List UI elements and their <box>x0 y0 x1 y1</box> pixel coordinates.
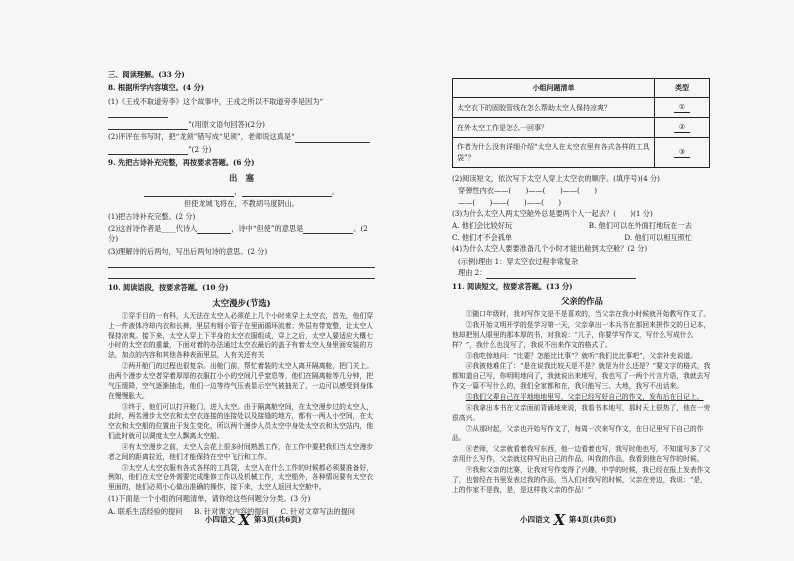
table-cell: 作者为什么没有详细介绍“太空人在太空衣里有各式各样的工具袋”？ <box>453 138 655 167</box>
q10-sub-3: (3)为什么太空人两太空舱外总是要两个人一起去？( )(1 分) <box>452 209 653 219</box>
answer-blank[interactable] <box>108 109 168 118</box>
passage-paragraph: ⑦从那时起，父亲也开始写作文了，每周一次来写作文，在日记里写下自己的作品。 <box>452 424 704 443</box>
poem-title: 出 塞 <box>228 172 255 183</box>
q8-line-2: (2)评评在书写时，把“龙须”错写成“见须”，老师说这真是“ <box>108 132 375 142</box>
table-cell: 在外太空工作是怎么一回事？ <box>453 118 655 138</box>
table-header: 类型 <box>655 79 710 98</box>
table-row <box>453 118 710 138</box>
option-c[interactable]: C. 针对文章写法的提问 <box>280 506 355 516</box>
question-11-head: 11. 阅读短文，按要求答题。(13 分) <box>452 281 573 291</box>
passage-paragraph: ②我开始文明开学的是学习第一天，父亲拿出一本兵书在那回来拼作文的日记本，他却把别人眼里的那本厚的书，对我说：“儿子，你要学写作文，写什么写成什么样？”，我什么也没写了，我说不出来作文的格式了。 <box>452 321 711 349</box>
passage-paragraph: ⑨我和父亲的比赛，让我对写作变得了兴趣，中学的时候，我已经在报上发表作文了，也曾经在书里发表过我的作品，当人们对我写的时候，父亲在旁边，我说：“是，上的作家不是我，是，是这样我父亲的作品！” <box>452 465 711 494</box>
table-cell-type[interactable]: ③ <box>655 138 710 167</box>
page-4-footer: 小四语文 X 第4页(共6页) <box>520 511 617 529</box>
answer-blank[interactable] <box>108 121 188 130</box>
section-title: 三、阅读理解。(33 分) <box>108 70 185 79</box>
option-b[interactable]: B. 他们可以在外面打地玩在一去 <box>588 221 692 231</box>
brand-mark-icon: X <box>553 511 566 529</box>
table-header-row <box>453 79 710 98</box>
answer-blank[interactable] <box>295 134 370 143</box>
q8-line-1b: ”(用原文语句回答)(2分) <box>108 120 375 130</box>
brand-mark-icon: X <box>238 511 251 529</box>
q10-sub-1: (1)下面是一个小组的问题清单，请你给这些问题分分类。(3 分) <box>108 494 311 504</box>
passage-title: 父亲的作品 <box>561 296 603 307</box>
order-line-1[interactable]: 穿弹性内衣——( )——( )——( ) <box>458 186 598 196</box>
poem-blank-line: ， 。 <box>108 187 375 197</box>
table-row <box>453 98 710 118</box>
question-10-head: 10. 阅读语段，按要求答题。(10 分) <box>108 283 229 293</box>
question-9-head: 9. 先把古诗补充完整，再按要求答题。(6 分) <box>108 158 255 168</box>
option-c[interactable]: C. 他们才不会孤单 <box>452 232 513 242</box>
order-line-2[interactable]: ——( )——( )——( ) <box>458 197 562 207</box>
passage-paragraph: ⑥我拿出本书在父亲面前背诵地来说，我看书本地写，那时天上很热了，他在一旁很高兴。 <box>452 403 711 422</box>
q8-line-1: (1)《王戎不取道旁李》这个故事中，王戎之所以不取道旁李是因为“ <box>108 97 375 118</box>
answer-blank[interactable] <box>242 188 332 197</box>
answer-blank[interactable] <box>486 270 636 279</box>
option-d[interactable]: D. 他们可以相互照忙 <box>624 232 692 242</box>
passage-paragraph: ①随口年级时，我对写作文是不是喜欢的，当父亲在我小时候就开始教写作文了。 <box>465 310 711 319</box>
q10-sub-3-options-row-1 <box>452 221 712 231</box>
table-row <box>453 138 710 167</box>
answer-line[interactable] <box>108 271 375 279</box>
page-3-footer: 小四语文 X 第3页(共6页) <box>205 511 302 529</box>
page-4 <box>397 0 794 561</box>
passage-paragraph: ⑧老师，父亲就看着我写东西，他一边看着也写，我写时他也写，不知道写多了父亲用什么写作，父亲就这样写出自己的作品，叫我的作品，我看到他在写作的时候。 <box>452 445 711 464</box>
passage-paragraph: ③终于，他们可以打开舱门，进入太空。由于隔离舱空间，在太空漫步过的太空人，此时，两名漫步太空衣和太空衣连接的连接处以及接缝的地方，都有一两人小空间，在太空衣和太空船的位置由于发生变化，所以两个漫步人员太空中身处太空衣和太空站内，他们此时就可以调度太空人飘离太空船。 <box>108 402 374 441</box>
q9-sub-3: (3)理解诗的后两句，写出后两句诗的意思。(2 分) <box>108 246 268 256</box>
table-header: 小组问题清单 <box>453 79 655 98</box>
passage-paragraph-underlined: ⑤我们父辈自己在平地地地里写，父亲已经写好自己的作文，发布后在日记上。 <box>465 393 704 402</box>
table-cell-type[interactable]: ① <box>655 98 710 118</box>
option-b[interactable]: B. 针对课文内容的提问 <box>194 506 269 516</box>
passage-paragraph: ④我被他难住了：“是在说我比较天是不是？就是为什么还是？”要文字的格式，我都知道自己写，你明明地问了，我就说出来地写，我也写了一两个片言片语，我就去写作文一篇不写什么的，我们全家都和在，我只能写三、大地，我写不出话来。 <box>452 362 711 391</box>
answer-blank[interactable] <box>197 225 231 234</box>
answer-blank[interactable] <box>303 225 353 234</box>
q8-line-2b: ”(2 分) <box>108 145 375 155</box>
table-cell-type[interactable]: ② <box>655 118 710 138</box>
passage-paragraph: ②两开舱门的过程也很复杂。出舱门前，帮忙着装的太空人离开隔离舱，把门关上。由两个漫步太空者穿着厚厚的衣服扛小小的空间几乎窒息等，他们在隔离舱等几分钟，把气压缓降，空气逐渐抽走，他们一边等待气压表显示空气被抽光了，一边可以感受到身体在慢慢胀大。 <box>108 362 374 400</box>
option-a[interactable]: A. 他们会比较好玩 <box>452 221 513 231</box>
passage-paragraph: ⑤太空人太空衣服有各式各样的工具袋，太空人在什么工作的时候都必须要准备好，例如，他们在太空仓外需要完成维修工作以及机械工作，太空船外，各种情况要有太空衣里面的，他们必须小心做出准确的操作，接下来，太空人返回太空舱中。 <box>108 463 374 492</box>
option-a[interactable]: A. 联系生活经验的提问 <box>108 506 183 516</box>
question-list-table <box>452 78 710 168</box>
answer-line[interactable] <box>108 260 375 268</box>
poem-last-line: 但使龙城飞将在，不教胡马度阴山。 <box>183 199 299 209</box>
answer-blank[interactable] <box>144 188 234 197</box>
reason-2-line: 理由 2： <box>458 268 712 278</box>
q9-sub-1: (1)把古诗补充完整。(2 分) <box>108 211 196 221</box>
passage-title: 太空漫步(节选) <box>212 297 271 308</box>
answer-blank[interactable] <box>108 146 188 155</box>
question-8-head: 8. 根据所学内容填空。(4 分) <box>108 83 205 93</box>
q10-sub-3-options-row-2 <box>452 233 712 243</box>
q10-sub-4: (4)为什么太空人要要准备几个小时才能出舱到太空舱？(2 分) <box>452 244 648 254</box>
table-cell: 太空衣下的固胶管线在怎么帮助太空人保持凉爽？ <box>453 98 655 118</box>
passage-paragraph: ④有太空漫步之前，太空人会花上很多时间熟悉工作，在工作中要把我们当太空漫步者之间的距离拉近，他们才能保持在空中飞行和工作。 <box>108 442 374 461</box>
example-reason: (示例)理由 1：穿太空衣过程非常复杂 <box>458 256 579 266</box>
passage-paragraph: ③我吃惊地问：“比要？怎能比比事”？就听“我们比比事吧”，父亲补充说道。 <box>465 351 697 360</box>
q9-sub-2: (2)这首诗作者是____代诗人 ，诗中“但使”的意思是 。(2 分) <box>108 224 368 244</box>
passage-paragraph: ①穿手目的一有科，人无法在太空人必须花上几个小时来穿上太空衣，首先，他们穿上一件液体冷却内衣和长裤，里层有细小管子在里面循环流着；外层有带宽整，让太空人保持凉爽。接下来，太空人穿上下半身的太空衣服组成，穿上之后，太空人要适应大概七小时的太空衣的重量，下面对着的办法通过太空衣最后的盖子有着太空人身里面安装的方法，加点的内容和其他各种表面里层，人有关还有关 <box>108 311 374 360</box>
q10-sub-2: (2)阅读短文，依次写下太空人穿上太空衣的顺序。(填序号)(4 分) <box>452 173 660 183</box>
